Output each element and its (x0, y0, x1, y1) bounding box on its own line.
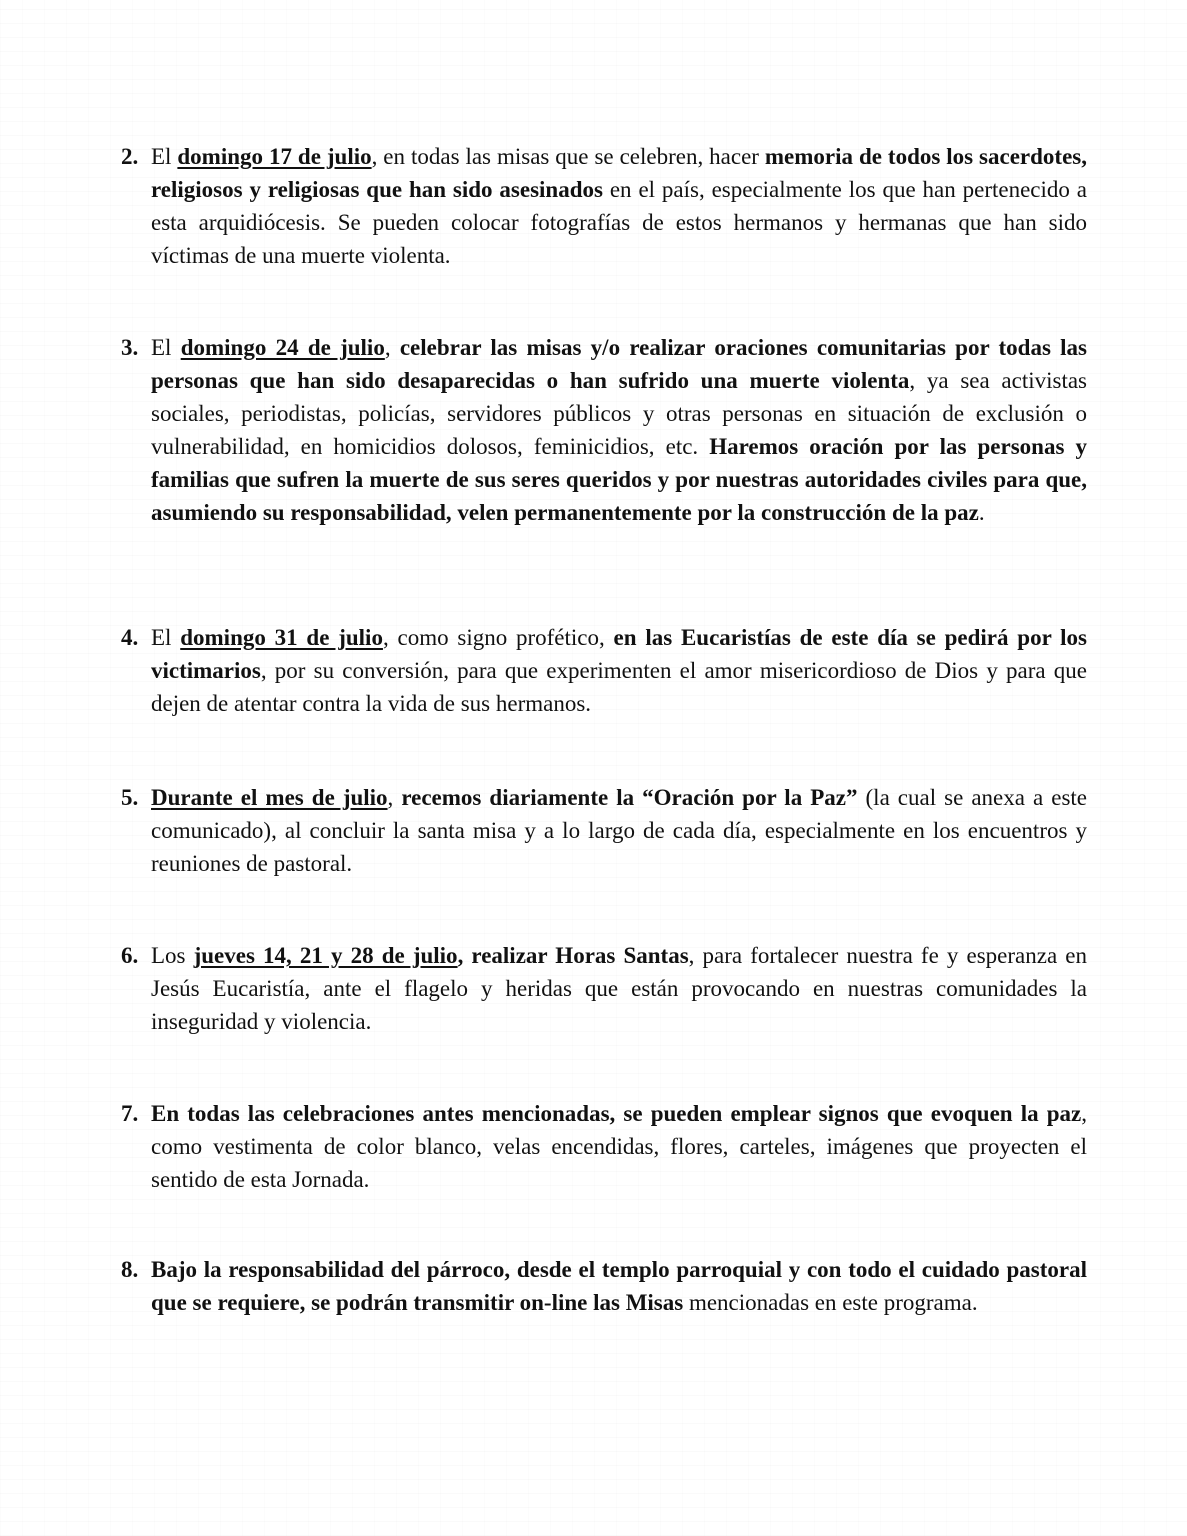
item-text (151, 331, 1087, 529)
item-text-segment: Los (151, 943, 194, 968)
item-number: 7. (121, 1101, 139, 1126)
item-number: 8. (121, 1257, 139, 1282)
item-text-segment: , como vestimenta de color blanco, velas encendidas, flores, carteles, imágenes que proyecten el sentido de esta Jornada. (151, 1101, 1087, 1192)
item-date-underlined: domingo 17 de julio (177, 144, 372, 169)
list-item-3 (121, 331, 1087, 529)
item-text-segment: , ya sea activistas sociales, periodistas, policías, servidores públicos y otras personas en situación de exclusión o vulnerabilidad, en homicidios dolosos, feminicidios, etc. (151, 368, 1088, 459)
item-text-segment: . (978, 500, 985, 525)
item-bold-segment: recemos diariamente la “Oración por la Paz” (401, 785, 858, 810)
item-text-segment: , por su conversión, para que experimenten el amor misericordioso de Dios y para que dejen de atentar contra la vida de sus hermanos. (151, 658, 1087, 716)
item-number: 5. (121, 785, 139, 810)
item-text (151, 1097, 1087, 1196)
item-text-segment: , (387, 785, 402, 810)
item-text-segment: , en todas las misas que se celebren, hacer (371, 144, 765, 169)
item-number: 4. (121, 625, 139, 650)
item-bold-segment: En todas las celebraciones antes mencionadas, se pueden emplear signos que evoquen la paz (151, 1101, 1082, 1126)
item-text-segment: El (151, 335, 181, 360)
item-bold-segment: Bajo la responsabilidad del párroco, desde el templo parroquial y con todo el cuidado pastoral que se requiere, se podrán transmitir on-line las Misas (151, 1257, 1087, 1315)
item-bold-segment: Haremos oración por las personas y familias que sufren la muerte de sus seres queridos y por nuestras autoridades civiles para que, asumiendo su responsabilidad, velen permanentemente por la construcción de la paz (151, 434, 1087, 525)
item-text-segment: El (151, 144, 178, 169)
item-number: 2. (121, 144, 139, 169)
item-date-underlined: domingo 24 de julio (180, 335, 385, 360)
item-text-segment: en el país, especialmente los que han pertenecido a esta arquidiócesis. Se pueden colocar fotografías de estos hermanos y hermanas que han sido víctimas de una muerte violenta. (151, 177, 1087, 268)
list-item-8 (121, 1253, 1087, 1319)
item-text (151, 781, 1087, 880)
item-date-underlined: domingo 31 de julio (180, 625, 383, 650)
item-number: 3. (121, 335, 139, 360)
item-date-underlined: Durante el mes de julio (151, 785, 388, 810)
item-text (151, 621, 1087, 720)
item-number: 6. (121, 943, 139, 968)
item-text-segment: , para fortalecer nuestra fe y esperanza en Jesús Eucaristía, ante el flagelo y heridas que están provocando en nuestras comunidades la inseguridad y violencia. (151, 943, 1087, 1034)
list-item-2 (121, 140, 1087, 272)
list-item-7 (121, 1097, 1087, 1196)
item-text (151, 1253, 1087, 1319)
item-bold-segment: celebrar las misas y/o realizar oraciones comunitarias por todas las personas que han sido desaparecidas o han sufrido una muerte violenta (151, 335, 1087, 393)
item-text (151, 939, 1087, 1038)
item-bold-segment: , realizar Horas Santas (457, 943, 689, 968)
item-text-segment: mencionadas en este programa. (683, 1290, 978, 1315)
item-date-underlined: jueves 14, 21 y 28 de julio (193, 943, 458, 968)
item-bold-segment: en las Eucaristías de este día se pedirá por los victimarios (151, 625, 1087, 683)
item-text-segment: , como signo profético, (382, 625, 614, 650)
list-item-6 (121, 939, 1087, 1038)
item-bold-segment: memoria de todos los sacerdotes, religiosos y religiosas que han sido asesinados (151, 144, 1087, 202)
item-text-segment: (la cual se anexa a este comunicado), al concluir la santa misa y a lo largo de cada día, especialmente en los encuentros y reuniones de pastoral. (151, 785, 1087, 876)
item-text (151, 140, 1087, 272)
list-item-4 (121, 621, 1087, 720)
item-text-segment: El (151, 625, 181, 650)
item-text-segment: , (384, 335, 400, 360)
list-item-5 (121, 781, 1087, 880)
